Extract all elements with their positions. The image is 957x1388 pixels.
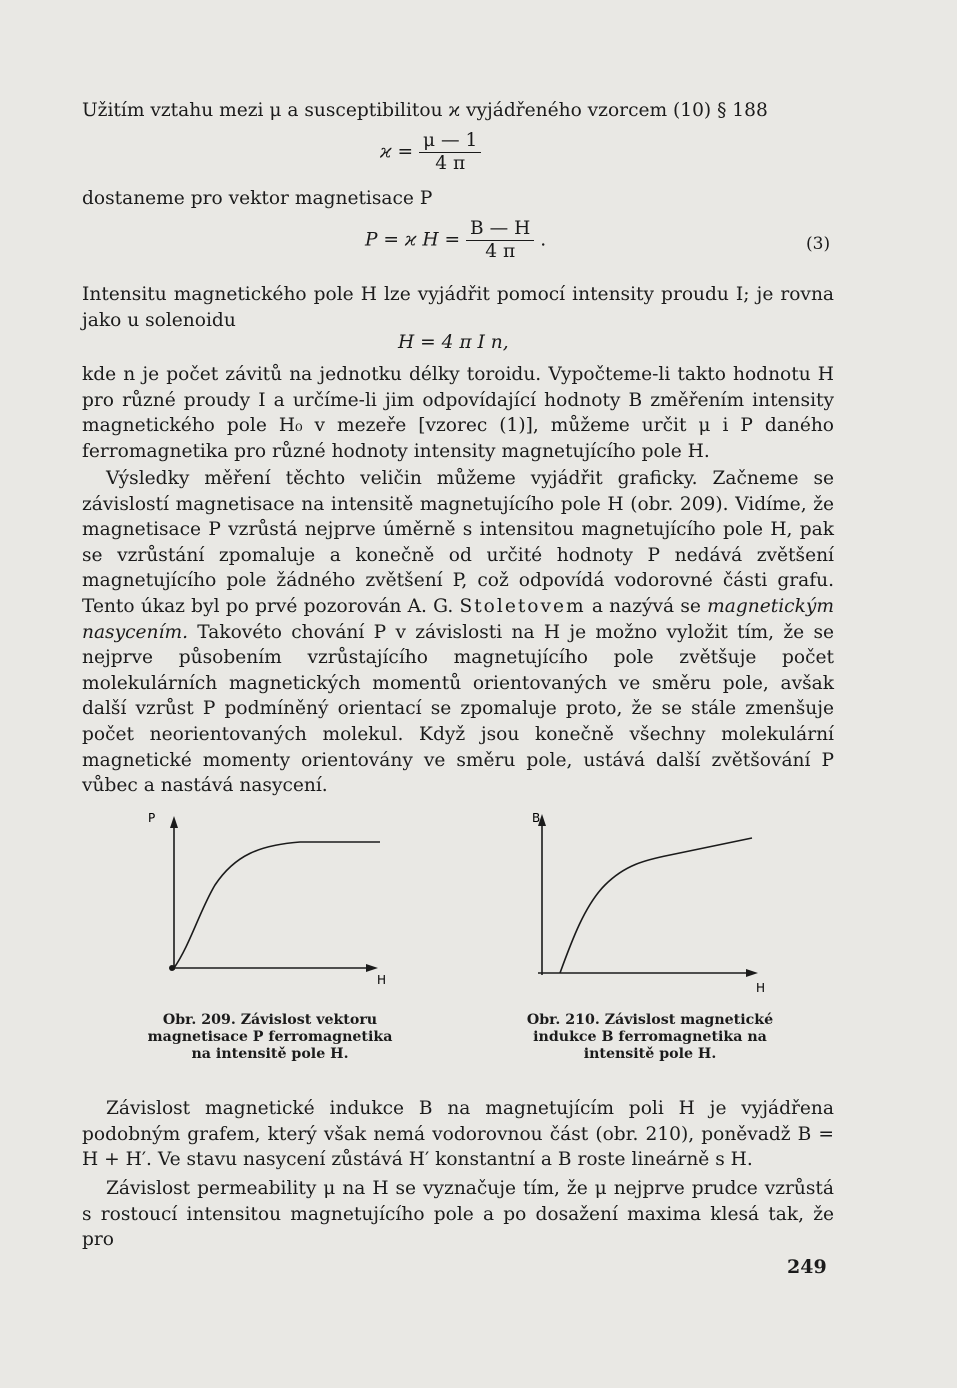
fig209-y-label: P (148, 811, 156, 825)
formula-kappa-lhs: ϰ = (380, 141, 414, 163)
fig209-x-label: H (377, 973, 387, 987)
paragraph-permeability: Závislost permeability μ na H se vyznačuje tím, že μ nejprve prudce vzrůstá s rostoucí intensitou magnetujícího pole a po dosažení maxima klesá tak, že pro (82, 1178, 834, 1251)
fig210-curve (560, 838, 752, 973)
formula-kappa-denominator: 4 π (435, 153, 466, 174)
fig210-caption-line2: indukce B ferromagnetika na (533, 1029, 767, 1045)
formula-p-numerator: B — H (466, 218, 534, 241)
results-text-a: Výsledky měření těchto veličin můžeme vyjádřit graficky. Začneme se závislostí magnetisace na intensitě magnetujícího pole H (obr. 209). Vidíme, že magnetisace P vzrůstá nejprve úměrně s intensitou magnetujícího pole H, pak se vzrůstání zpomaluje a konečně od určité hodnoty P nedává zvětšení magnetujícího pole žádného zvětšení P, což odpovídá vodorovné části grafu. Tento úkaz byl po prvé pozorován A. G. (82, 468, 834, 617)
paragraph-intro: Užitím vztahu mezi μ a susceptibilitou ϰ vyjádřeného vzorcem (10) § 188 (82, 100, 768, 121)
figure-209-caption (140, 1012, 400, 1063)
fig209-x-arrow (366, 964, 378, 972)
formula-p-dot: . (540, 229, 547, 251)
paragraph-results (82, 466, 834, 799)
figure-210-graph (520, 810, 766, 995)
fig210-x-arrow (746, 969, 758, 977)
formula-h (398, 332, 509, 354)
fig209-caption-line1: Obr. 209. Závislost vektoru (162, 1012, 378, 1028)
results-text-c: Takovéto chování P v závislosti na H je možno vyložit tím, že se nejprve působením vzrůstajícího magnetujícího pole zvětšuje počet molekulárních magnetických momentů orientovaných ve směru pole, avšak další vzrůst P podmíněný orientací se zpomaluje proto, že se stále zmenšuje počet neorientovaných molekul. Když jsou konečně všechny molekulární magnetické momenty orientovány ve směru pole, ustává další zvětšování P vůbec a nastává nasycení. (82, 621, 834, 797)
fig210-caption-line1: Obr. 210. Závislost magnetické (526, 1012, 774, 1028)
fig210-caption-line3: intensitě pole H. (583, 1046, 717, 1062)
author-name: Stoletovem (459, 595, 586, 617)
term-saturation: magnetickým nasycením. (82, 595, 834, 643)
formula-kappa (380, 130, 481, 175)
paragraph-measurement: kde n je počet závitů na jednotku délky toroidu. Vypočteme-li takto hodnotu H pro různé proudy I a určíme-li jim odpovídající hodnoty B změřením intensity magnetického pole H₀ v mezeře [vzorec (1)], můžeme určit μ i P daného ferromagnetika pro různé hodnoty intensity magnetujícího pole H. (82, 364, 834, 462)
fig210-y-label: B (532, 811, 541, 825)
equation-number: (3) (806, 234, 831, 254)
formula-p-fraction (466, 218, 534, 263)
formula-p (365, 218, 546, 263)
fig210-x-label: H (756, 981, 766, 995)
figure-210-caption (520, 1012, 780, 1063)
paragraph-induction: Závislost magnetické indukce B na magnetujícím poli H je vyjádřena podobným grafem, který však nemá vodorovnou část (obr. 210), poněvadž B = H + H′. Ve stavu nasycení zůstává H′ konstantní a B roste lineárně s H. (82, 1098, 834, 1171)
formula-kappa-fraction (419, 130, 481, 175)
results-text-b: a nazývá se (591, 595, 701, 617)
fig209-curve (174, 842, 380, 968)
paragraph-magnetisation-vector: dostaneme pro vektor magnetisace P (82, 188, 433, 209)
fig209-caption-line2: magnetisace P ferromagnetika (147, 1029, 393, 1045)
page-number: 249 (787, 1256, 827, 1278)
fig209-y-arrow (170, 816, 178, 828)
paragraph-field-intensity: Intensitu magnetického pole H lze vyjádřit pomocí intensity proudu I; je rovna jako u solenoidu (82, 284, 834, 331)
formula-kappa-numerator: μ — 1 (419, 130, 481, 153)
fig209-caption-line3: na intensitě pole H. (191, 1046, 349, 1062)
formula-p-lhs: P = ϰ H = (365, 229, 461, 251)
figure-209-graph (140, 810, 387, 990)
formula-p-denominator: 4 π (485, 241, 516, 262)
formula-h-text: H = 4 π I n, (398, 332, 509, 353)
